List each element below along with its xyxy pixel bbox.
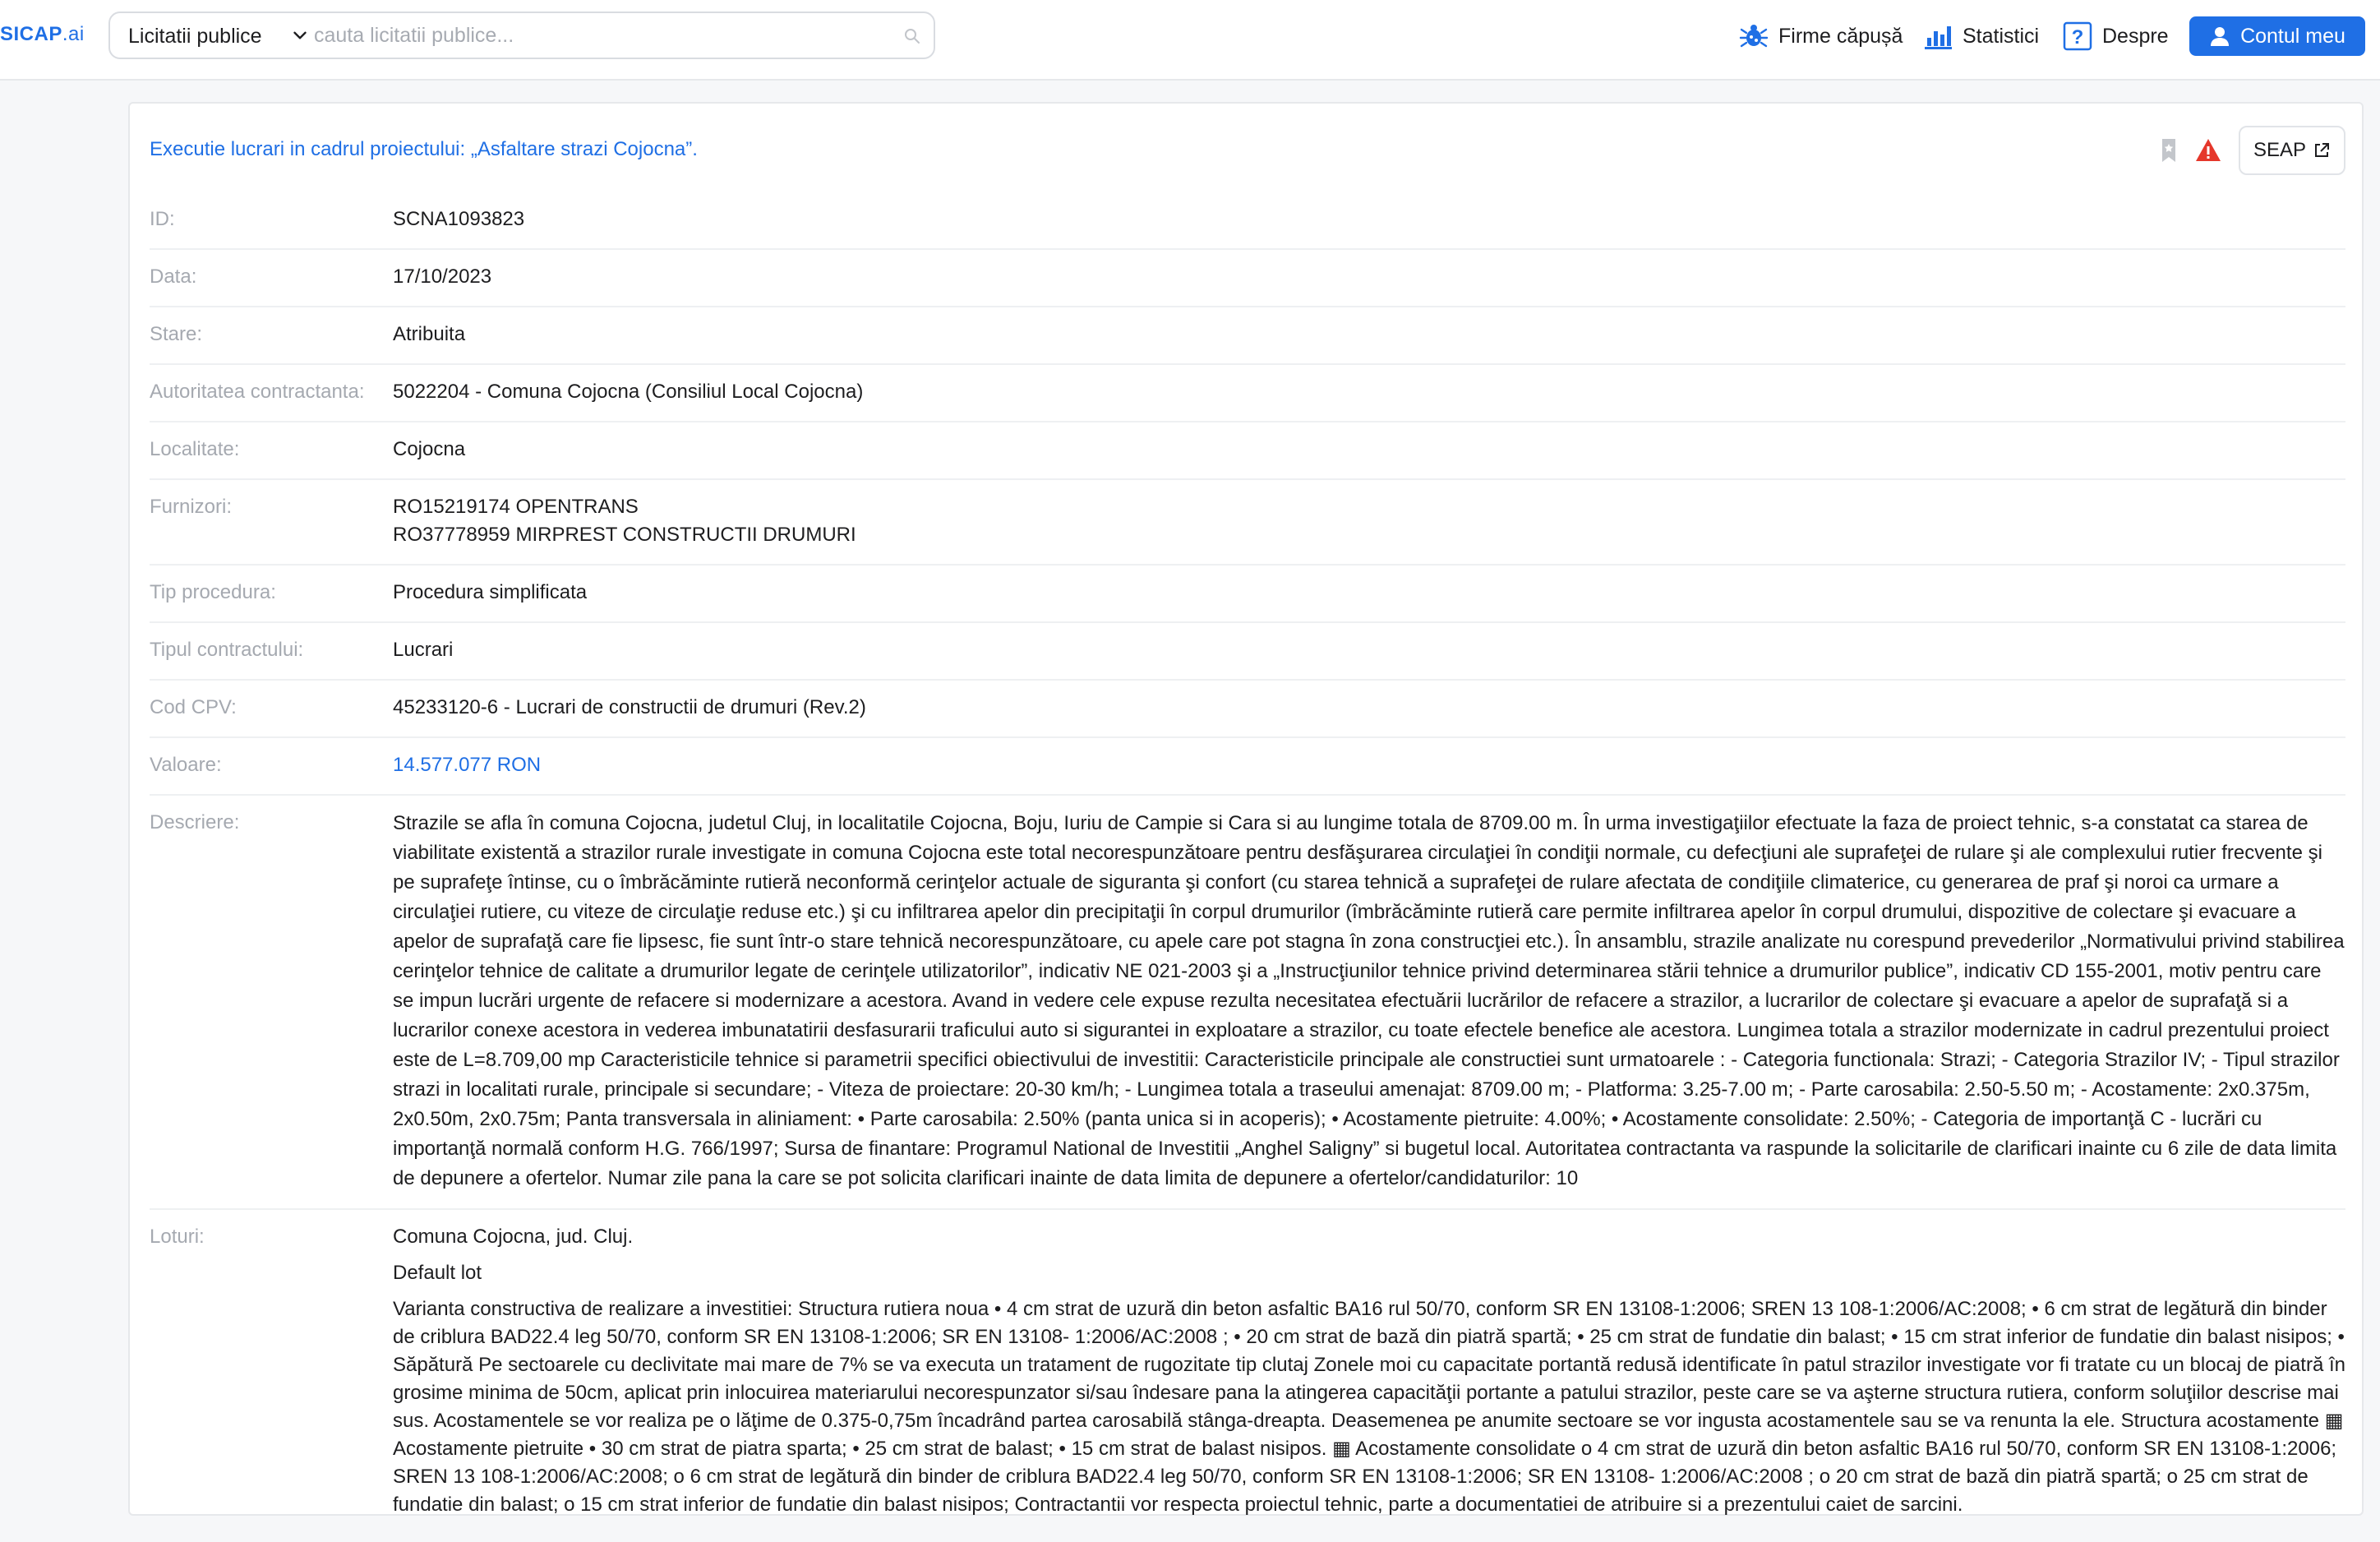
supplier-item: RO15219174 OPENTRANS — [393, 496, 639, 518]
nav-statistici[interactable] — [1923, 18, 2039, 54]
search-bar — [108, 12, 935, 59]
field-label: Autoritatea contractanta: — [150, 381, 365, 403]
field-value-autoritate: 5022204 - Comuna Cojocna (Consiliul Local Cojocna) — [393, 381, 864, 403]
field-value-id: SCNA1093823 — [393, 208, 525, 230]
field-label: Localitate: — [150, 438, 240, 460]
field-label: Stare: — [150, 323, 203, 345]
row-cpv — [150, 681, 2345, 738]
field-value-furnizori — [393, 493, 2345, 549]
row-autoritate — [150, 365, 2345, 422]
field-value-stare: Atribuita — [393, 323, 466, 345]
tender-card — [128, 102, 2364, 1516]
seap-link-button[interactable] — [2239, 126, 2345, 175]
field-value-loturi — [393, 1223, 2345, 1527]
row-descriere — [150, 796, 2345, 1210]
lot-name: Default lot — [393, 1262, 482, 1284]
row-data — [150, 250, 2345, 307]
logo-suffix: .ai — [62, 23, 85, 45]
tender-title[interactable]: Executie lucrari in cadrul proiectului: „Asfaltare strazi Cojocna”. — [150, 138, 698, 160]
seap-button-label: SEAP — [2253, 139, 2306, 161]
lot-description: Varianta constructiva de realizare a investitiei: Structura rutiera noua • 4 cm strat de uzură din beton asfaltic BA16 rul 50/70, conform SR EN 13108-1:2006; SREN 13 108-1:2006/AC:2008; • 6 cm strat de legătură din binder de criblura BAD22.4 leg 50/70, conform SR EN 13108-1:2006; SR EN 13108- 1:2006/AC:2008 ; • 20 cm strat de bază din piatră spartă; • 25 cm strat de fundatie din balast; • 15 cm strat inferior de fundatie din balast nisipos; • Săpătură Pe sectoarele cu declivitate mai mare de 7% se va executa un tratament de rugozitate tip clutaj Zonele moi cu capacitate portantă redusă identificate în patul strazilor investigate vor fi tratate cu un blocaj de piatră în grosime minima de 50cm, aplicat prin inlocuirea materiarului necorespunzator si/sau îndesare pana la atingerea capacităţii portante a patului strazilor, peste care se va aşterne structura rutiera, conform soluţiilor descrise mai sus. Acostamentele se vor realiza pe o lăţime de 0.375-0,75m încadrând partea carosabilă stânga-dreapta. Deasemenea pe anumite sectoare se vor ingusta acostamentele sau se va renunta la ele. Structura acostamente ▦ Acostamente pietruite • 30 cm strat de piatra sparta; • 25 cm strat de balast; • 15 cm strat de balast nisipos. ▦ Acostamente consolidate o 4 cm strat de uzură din beton asfaltic BA16 rul 50/70, conform SR EN 13108-1:2006; SREN 13 108-1:2006/AC:2008; o 6 cm strat de legătură din binder de criblura BAD22.4 leg 50/70, conform SR EN 13108-1:2006; SR EN 13108- 1:2006/AC:2008 ; o 20 cm strat de bază din piatră spartă; o 25 cm strat de fundatie din balast; o 15 cm strat inferior de fundatie din balast nisipos; Contractantii vor respecta proiectul tehnic, parte a documentatiei de atribuire si a prezentului caiet de sarcini. — [393, 1298, 2345, 1516]
field-label: Valoare: — [150, 754, 222, 776]
row-furnizori — [150, 480, 2345, 566]
row-contract — [150, 623, 2345, 681]
nav-firme-capusa[interactable] — [1739, 18, 1903, 54]
row-valoare — [150, 738, 2345, 796]
search-icon[interactable] — [902, 26, 922, 46]
logo-prefix: SICAP — [0, 23, 62, 45]
account-button-label: Contul meu — [2240, 24, 2345, 48]
row-localitate — [150, 422, 2345, 480]
external-link-icon — [2313, 141, 2331, 159]
field-value-cpv: 45233120-6 - Lucrari de constructii de drumuri (Rev.2) — [393, 696, 866, 718]
nav-despre-label: Despre — [2102, 24, 2169, 48]
field-label: Cod CPV: — [150, 696, 237, 718]
warning-icon[interactable] — [2194, 136, 2222, 164]
field-value-localitate: Cojocna — [393, 438, 466, 460]
tick-bug-icon — [1739, 21, 1769, 51]
field-value-procedura: Procedura simplificata — [393, 581, 588, 603]
logo[interactable] — [0, 23, 85, 46]
search-input[interactable] — [307, 20, 896, 51]
bar-chart-icon — [1923, 21, 1953, 51]
search-category-select[interactable]: Licitatii publice — [128, 25, 262, 48]
row-stare — [150, 307, 2345, 365]
bookmark-icon[interactable] — [2155, 136, 2183, 164]
field-label: Loturi: — [150, 1226, 205, 1248]
field-label: Descriere: — [150, 811, 240, 833]
field-value-contract: Lucrari — [393, 639, 454, 661]
card-actions — [2155, 125, 2345, 176]
top-navbar — [0, 0, 2380, 81]
field-value-data: 17/10/2023 — [393, 265, 492, 288]
account-button[interactable] — [2189, 16, 2365, 56]
row-procedura — [150, 566, 2345, 623]
field-label: Tip procedura: — [150, 581, 276, 603]
row-loturi — [150, 1210, 2345, 1542]
user-icon — [2209, 25, 2230, 47]
question-icon — [2063, 21, 2092, 51]
nav-statistici-label: Statistici — [1963, 24, 2040, 48]
tender-details — [150, 192, 2345, 1542]
lot-authority: Comuna Cojocna, jud. Cluj. — [393, 1226, 634, 1248]
supplier-item: RO37778959 MIRPREST CONSTRUCTII DRUMURI — [393, 524, 856, 546]
field-value-valoare[interactable]: 14.577.077 RON — [393, 754, 542, 776]
nav-firme-label: Firme căpușă — [1778, 24, 1903, 48]
row-id — [150, 192, 2345, 250]
field-label: Furnizori: — [150, 496, 233, 518]
field-label: ID: — [150, 208, 175, 230]
field-value-descriere: Strazile se afla în comuna Cojocna, judetul Cluj, in localitatile Cojocna, Boju, Iuriu de Campie si Cara si au lungime totala de 8709.00 m. În urma investigaţiilor efectuate la faza de proiect tehnic, s-a constatat ca starea de viabilitate existentă a strazilor rurale investigate in comuna Cojocna este total necorespunzătoare pentru desfăşurarea circulaţiei în condiţii normale, cu defecţiuni ale suprafeţei de rulare şi ale complexului rutier frecvente şi pe suprafeţe întinse, cu o îmbrăcăminte rutieră neconformă cerinţelor actuale de siguranta şi confort (cu starea tehnică a suprafeţei de rulare afectata de condiţiile climaterice, cu generarea de praf şi noroi ca urmare a circulaţiei rutiere, cu viteze de circulaţie reduse etc.) şi cu infiltrarea apelor din precipitaţii în corpul drumurilor (îmbrăcăminte rutieră care permite infiltrarea apelor în corpul drumului, dispozitive de colectare şi evacuare a apelor de suprafaţă care fie lipsesc, fie sunt într-o stare tehnică necorespunzătoare, cu apele care pot stagna în zona construcţiei etc.). În ansamblu, strazile analizate nu corespund prevederilor „Normativului privind stabilirea cerinţelor tehnice de calitate a drumurilor legate de cerinţele utilizatorilor”, indicativ NE 021-2003 şi a „Instrucţiunilor tehnice privind determinarea stării tehnice a drumurilor publice”, indicativ CD 155-2001, motiv pentru care se impun lucrări urgente de refacere si modernizare a acestora. Avand in vedere cele expuse rezulta necesitatea efectuării lucrărilor de refacere a strazilor, a lucrarilor de colectare şi evacuare a apelor de suprafaţă si a lucrarilor conexe acestora in vederea imbunatatirii desfasurarii traficului auto si sigurantei in exploatare a strazilor, cu toate efectele benefice ale acestora. Lungimea totala a strazilor modernizate in cadrul prezentului proiect este de L=8.709,00 mp Caracteristicile tehnice si parametrii specifici obiectivului de investitii: Caracteristicile principale ale constructiei sunt urmatoarele : - Categoria functionala: Strazi; - Categoria Strazilor IV; - Tipul strazilor strazi in localitati rurale, principale si secundare; - Viteza de proiectare: 20-30 km/h; - Lungimea totala a traseului amenajat: 8709.00 m; - Platforma: 3.25-7.00 m; - Parte carosabila: 2.50-5.50 m; - Acostamente: 2x0.375m, 2x0.50m, 2x0.75m; Panta transversala in aliniament: • Parte carosabila: 2.50% (panta unica si in acoperis); • Acostamente pietruite: 4.00%; • Acostamente consolidate: 2.50%; - Categoria de importanţă C - lucrări cu importanţă normală conform H.G. 766/1997; Sursa de finantare: Programul National de Investitii „Anghel Saligny” si bugetul local. Autoritatea contractanta va raspunde la solicitarile de clarificari inainte cu 6 zile de data limita de depunere a ofertelor. Numar zile pana la care se pot solicita clarificari inainte de data limita de depunere a ofertelor/candidaturilor: 10 — [393, 812, 2345, 1189]
svg-text:?: ? — [2071, 26, 2084, 48]
field-label: Data: — [150, 265, 197, 288]
nav-despre[interactable] — [2063, 18, 2169, 54]
field-label: Tipul contractului: — [150, 639, 304, 661]
